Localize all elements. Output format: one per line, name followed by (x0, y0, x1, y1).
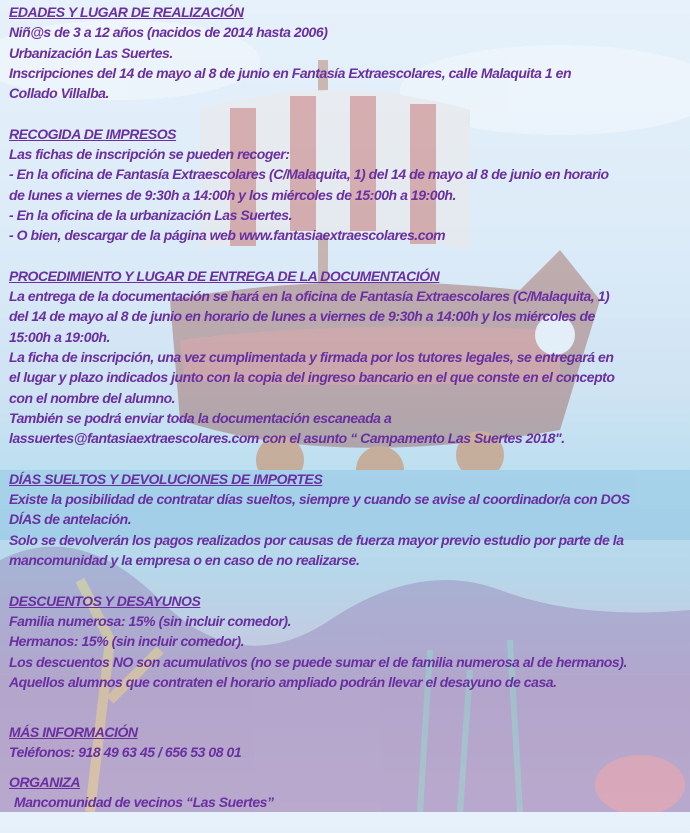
section-heading: PROCEDIMIENTO Y LUGAR DE ENTREGA DE LA DOCUMENTACIÓN (9, 267, 440, 284)
document-body (9, 2, 690, 833)
section-text-line: mancomunidad y la empresa o en caso de no realizarse. (9, 552, 360, 569)
section-text-line: Familia numerosa: 15% (sin incluir comedor). (9, 612, 292, 629)
section-text-line: 15:00h a 19:00h. (9, 328, 110, 345)
section-heading: ORGANIZA (9, 773, 81, 790)
section-text-line: Las fichas de inscripción se pueden recoger: (9, 146, 290, 163)
section-text-line: Hermanos: 15% (sin incluir comedor). (9, 633, 245, 650)
section-text-line: La ficha de inscripción, una vez cumplimentada y firmada por los tutores legales, se entregará en (9, 349, 614, 366)
section-text-line: - En la oficina de Fantasía Extraescolares (C/Malaquita, 1) del 14 de mayo al 8 de junio en horario (9, 166, 609, 183)
section-text-line: lassuertes@fantasiaextraescolares.com con el asunto “ Campamento Las Suertes 2018". (9, 430, 565, 447)
section-organiza (9, 772, 690, 813)
section-descuentos-desayunos (9, 591, 690, 692)
section-text-line: de lunes a viernes de 9:30h a 14:00h y los miércoles de 15:00h a 19:00h. (9, 186, 456, 203)
section-text-line: Solo se devolverán los pagos realizados por causas de fuerza mayor previo estudio por parte de la (9, 531, 624, 548)
section-recogida-impresos (9, 124, 690, 246)
section-text-line: Teléfonos: 918 49 63 45 / 656 53 08 01 (9, 744, 242, 761)
section-heading: RECOGIDA DE IMPRESOS (9, 125, 177, 142)
section-text-line: Mancomunidad de vecinos “Las Suertes” (14, 793, 274, 810)
section-text-line: DÍAS de antelación. (9, 511, 132, 528)
section-heading: DESCUENTOS Y DESAYUNOS (9, 592, 201, 609)
section-text-line: También se podrá enviar toda la documentación escaneada a (9, 409, 392, 426)
section-text-line: con el nombre del alumno. (9, 389, 176, 406)
section-procedimiento-entrega (9, 266, 690, 449)
section-text-line: Los descuentos NO son acumulativos (no se puede sumar el de familia numerosa al de hermanos). (9, 653, 627, 670)
section-mas-informacion (9, 722, 690, 763)
section-text-line: Inscripciones del 14 de mayo al 8 de junio en Fantasía Extraescolares, calle Malaquita 1 en (9, 64, 572, 81)
section-heading: DÍAS SUELTOS Y DEVOLUCIONES DE IMPORTES (9, 470, 323, 487)
section-edades-lugar (9, 2, 690, 103)
section-text-line: Niñ@s de 3 a 12 años (nacidos de 2014 hasta 2006) (9, 24, 328, 41)
section-text-line: del 14 de mayo al 8 de junio en horario de lunes a viernes de 9:30h a 14:00h y los miércoles de (9, 308, 595, 325)
section-heading: EDADES Y LUGAR DE REALIZACIÓN (9, 4, 244, 20)
section-heading: MÁS INFORMACIÓN (9, 724, 138, 741)
section-text-line: Collado Villalba. (9, 85, 109, 102)
section-text-line: Existe la posibilidad de contratar días sueltos, siempre y cuando se avise al coordinador/a con DOS (9, 491, 630, 508)
section-text-line: - O bien, descargar de la página web www.fantasiaextraescolares.com (9, 227, 446, 244)
section-text-line: Urbanización Las Suertes. (9, 44, 173, 61)
section-text-line: La entrega de la documentación se hará en la oficina de Fantasía Extraescolares (C/Malaquita, 1) (9, 288, 610, 305)
section-text-line: - En la oficina de la urbanización Las Suertes. (9, 206, 293, 223)
section-dias-sueltos-devoluciones (9, 469, 690, 570)
section-text-line: el lugar y plazo indicados junto con la copia del ingreso bancario en el que conste en el concepto (9, 369, 615, 386)
section-text-line: Aquellos alumnos que contraten el horario ampliado podrán llevar el desayuno de casa. (9, 673, 557, 690)
